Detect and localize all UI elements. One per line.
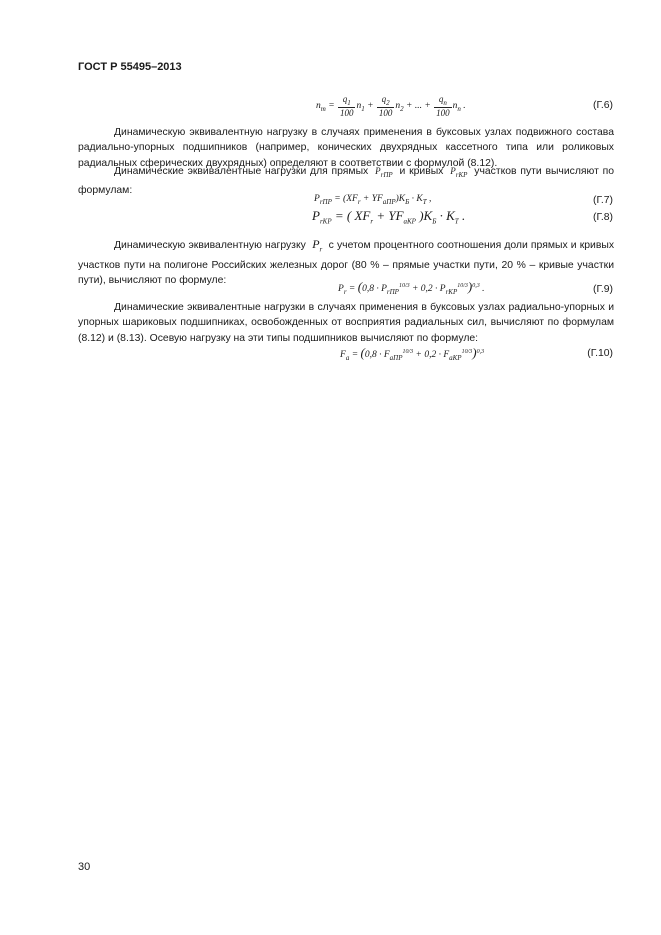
formula-g9: $P_r = (0,8 \cdot P_{rПР}^{10/3} + 0,2 \cdot P_{rКР}^{10/3})^{0,3}$ . [338, 279, 485, 296]
paragraph-straight-curved-text1: Динамические эквивалентные нагрузки для прямых [114, 166, 369, 177]
formula-g10-number: (Г.10) [587, 348, 613, 359]
formula-g7-number: (Г.7) [593, 195, 613, 206]
paragraph-straight-curved-text2: и кривых [399, 166, 444, 177]
paragraph-percentage-text2: с учетом процентного соотношения доли прямых и кривых участков пути на полигоне Российских железных дорог (80 % – прямые участки пути, 20 % – кривые участки пути), вычисляют по формуле: [78, 240, 615, 286]
paragraph-straight-curved [78, 164, 614, 196]
formula-g6: $n_m$ = $\frac{q_1}{100}$ $n_1$ + $\frac{q_2}{100}$ $n_2$ + ... + $\frac{q_n}{100}$ $n_n$ . [316, 94, 466, 118]
paragraph-straight-curved-text3: участков пути вычисляют по формулам: [78, 166, 615, 197]
formula-g7: $P_{rПР} = (XF_r + YF_{aПР})K_Б \cdot K_T$ , [314, 194, 432, 206]
formula-g8: $P_{rКР}$ = ( $XF_r + YF_{aКР}$ )$K_Б \cdot K_T$ . [312, 208, 466, 226]
symbol-pr-curved: $P_{rКР}$ [447, 166, 468, 179]
symbol-pr: $P_r$ [308, 237, 323, 254]
symbol-pr-straight: $P_{rПР}$ [371, 166, 393, 179]
formula-g9-number: (Г.9) [593, 284, 613, 295]
formula-g8-number: (Г.8) [593, 212, 613, 223]
formula-g10: $F_a = (0,8 \cdot F_{aПР}^{10/3} + 0,2 \cdot F_{aКР}^{10/3})^{0,3}$ [340, 345, 485, 362]
paragraph-radial-thrust: Динамическую эквивалентную нагрузку в случаях применения в буксовых узлах подвижного состава радиально-упорных подшипников (например, конических двухрядных кассетного типа или роликовых радиальных сферических двухрядных) определяют в соответствии с формулой (8.12). [78, 127, 614, 169]
page-number: 30 [78, 861, 91, 873]
document-header: ГОСТ Р 55495–2013 [78, 61, 182, 73]
formula-g6-number: (Г.6) [593, 100, 613, 111]
paragraph-ball-bearings: Динамические эквивалентные нагрузки в случаях применения в буксовых узлах радиально-упорных и упорных шариковых подшипниках, освобожденных от восприятия радиальных сил, вычисляют по формулам (8.12) и (8.13). Осевую нагрузку на эти типы подшипников вычисляют по формуле: [78, 302, 614, 344]
paragraph-percentage-text1: Динамическую эквивалентную нагрузку [114, 240, 306, 251]
